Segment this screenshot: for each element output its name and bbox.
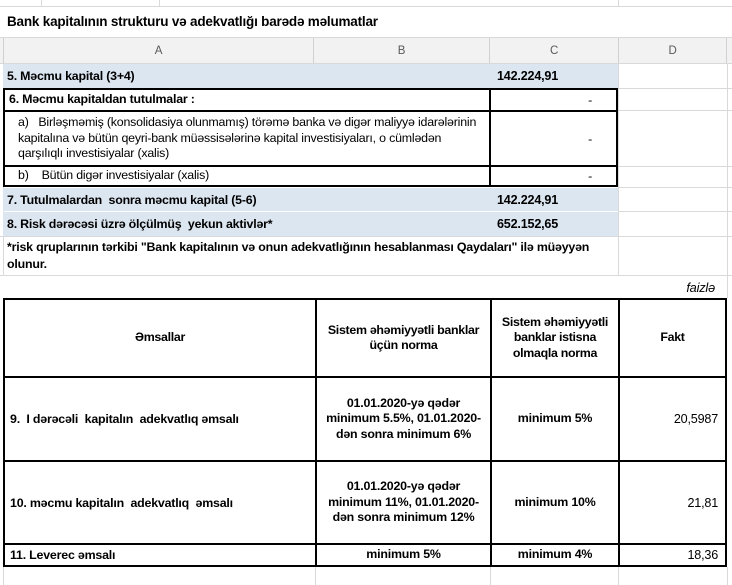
cell-row11-fact[interactable]: 18,36 (687, 548, 718, 562)
cell-row7-value[interactable]: 142.224,91 (497, 192, 559, 207)
cell-row9-non-systemic-norm[interactable]: minimum 5% (492, 378, 620, 462)
gridline (618, 166, 732, 167)
gridline (618, 187, 732, 188)
cell-row6-value[interactable]: - (489, 90, 616, 110)
column-header-a[interactable]: A (3, 38, 313, 63)
cell-row5-value[interactable]: 142.224,91 (497, 69, 559, 83)
row-8 (3, 212, 618, 236)
gridline (618, 211, 732, 212)
row-5 (3, 64, 618, 88)
cell-row6b-value[interactable]: - (489, 167, 616, 185)
cell-row9-label[interactable]: 9. I dərəcəli kapitalın adekvatlıq əmsalı (5, 378, 317, 462)
row-7 (3, 188, 618, 211)
cell-row10-non-systemic-norm[interactable]: minimum 10% (492, 462, 620, 545)
column-header-c[interactable]: C (489, 38, 618, 63)
gridline (0, 275, 732, 276)
gridline (490, 567, 491, 585)
cell-row8-label[interactable]: 8. Risk dərəcəsi üzrə ölçülmüş yekun aktivlər* (7, 217, 273, 231)
row-6a (5, 110, 616, 165)
cell-row10-label[interactable]: 10. məcmu kapitalın adekvatlıq əmsalı (5, 462, 317, 545)
ratios-header-systemic-norm[interactable]: Sistem əhəmiyyətli banklar üçün norma (317, 300, 492, 378)
unit-label[interactable]: faizlə (686, 279, 715, 295)
gridline (618, 110, 732, 111)
column-header-b[interactable]: B (313, 38, 489, 63)
cell-row9-fact[interactable]: 20,5987 (620, 378, 725, 462)
cell-row8-value[interactable]: 652.152,65 (497, 217, 559, 231)
ratios-table (3, 298, 727, 567)
cell-row11-systemic-norm[interactable]: minimum 5% (317, 545, 492, 565)
row-6 (5, 90, 616, 110)
gridline (315, 567, 316, 585)
gridline (3, 567, 4, 585)
sheet-title: Bank kapitalının strukturu və adekvatlığı barədə məlumatlar (7, 14, 378, 29)
ratios-header-non-systemic-norm[interactable]: Sistem əhəmiyyətli banklar istisna olmaqla norma (492, 300, 620, 378)
cell-row5-label[interactable]: 5. Məcmu kapital (3+4) (7, 69, 135, 83)
cell-row6a-label[interactable]: a) Birləşməmiş (konsolidasiya olunmamış) törəmə banka və digər maliyyə idarələrinin kapitalına və bütün qeyri-bank müəssisələrinə kapital investisiyaları, o cümlədən qarşılıqlı investisiyalar (xalis) (18, 115, 480, 161)
cell-row11-label[interactable]: 11. Leverec əmsalı (5, 545, 317, 565)
gridline (727, 567, 728, 585)
gridline (618, 63, 619, 275)
cell-row7-label[interactable]: 7. Tutulmalardan sonra məcmu kapital (5-6) (7, 192, 257, 207)
gridline (618, 88, 732, 89)
column-header-row (0, 38, 732, 63)
cell-row11-non-systemic-norm[interactable]: minimum 4% (492, 545, 620, 565)
cell-row9-systemic-norm[interactable]: 01.01.2020-yə qədər minimum 5.5%, 01.01.2020-dən sonra minimum 6% (317, 378, 492, 462)
column-header-d[interactable]: D (618, 38, 727, 63)
gridline (618, 567, 619, 585)
cell-row6-label[interactable]: 6. Məcmu kapitaldan tutulmalar : (9, 92, 195, 107)
cell-row6a-value[interactable]: - (489, 112, 616, 165)
deductions-box (3, 88, 618, 187)
ratios-header-fact[interactable]: Fakt (620, 300, 725, 378)
cell-row10-fact[interactable]: 21,81 (620, 462, 725, 545)
row-6b (5, 165, 616, 185)
risk-footnote[interactable]: *risk qruplarının tərkibi "Bank kapitalının və onun adekvatlığının hesablanması Qaydaları" ilə müəyyən olunur. (7, 240, 593, 271)
ratios-header-emsallar[interactable]: Əmsallar (5, 300, 317, 378)
gridline (727, 63, 728, 298)
cell-row6b-label[interactable]: b) Bütün digər investisiyalar (xalis) (18, 168, 210, 183)
cell-row10-systemic-norm[interactable]: 01.01.2020-yə qədər minimum 11%, 01.01.2020-dən sonra minimum 12% (317, 462, 492, 545)
